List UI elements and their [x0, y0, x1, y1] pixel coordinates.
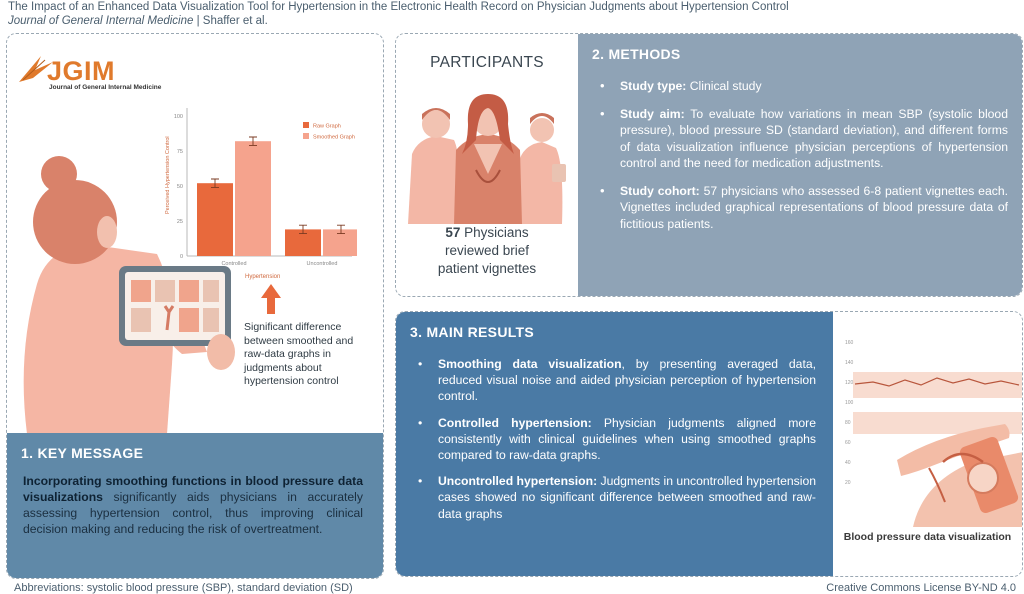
logo-subtitle: Journal of General Internal Medicine [49, 84, 162, 91]
bar-smoothed-controlled [235, 141, 271, 256]
results-title: 3. MAIN RESULTS [410, 324, 535, 340]
participants-count: 57 [445, 225, 461, 240]
results-item-label: Smoothing data visualization [438, 357, 622, 371]
legend-swatch-smoothed [303, 133, 309, 139]
methods-item [600, 78, 1008, 95]
participants-title: PARTICIPANTS [430, 54, 544, 71]
bp-y-tick-label: 60 [845, 440, 851, 446]
methods-item [600, 106, 1008, 172]
abbreviations: Abbreviations: systolic blood pressure (SBP), standard deviation (SD) [14, 582, 353, 594]
methods-item-text: 57 physicians who assessed 6-8 patient vignettes each. Vignettes included graphical representations of blood pressure data of fictitious patients. [620, 183, 1008, 231]
methods-item-label: Study type: [620, 79, 687, 93]
results-item [418, 473, 816, 522]
y-tick-label: 0 [179, 254, 183, 260]
participants-summary [396, 224, 578, 278]
x-tick-label: Controlled [221, 261, 247, 267]
methods-item-label: Study cohort: [620, 183, 700, 198]
key-message-lead: Incorporating smoothing functions in blood pressure data visualizations [23, 474, 363, 504]
license: Creative Commons License BY-ND 4.0 [826, 582, 1016, 594]
results-item [418, 415, 816, 464]
key-message-title: 1. KEY MESSAGE [21, 445, 144, 461]
results-list [418, 356, 816, 532]
bp-y-tick-label: 80 [845, 420, 851, 426]
methods-list [600, 78, 1008, 243]
results-item [418, 356, 816, 405]
authors: | Shaffer et al. [196, 15, 268, 27]
legend-label-smoothed: Smoothed Graph [313, 134, 355, 141]
infographic-title: The Impact of an Enhanced Data Visualization Tool for Hypertension in the Electronic Health Record on Physician Judgments about Hypertension Control [8, 1, 789, 13]
results-item-text: Judgments in uncontrolled hypertension cases showed no significant difference between smoothed and raw-data graphs [438, 474, 816, 521]
bp-y-tick-label: 40 [845, 460, 851, 466]
y-axis-label: Perceived Hypertension Control [165, 136, 171, 214]
legend-label-raw: Raw Graph [313, 123, 341, 130]
results-item-label: Uncontrolled hypertension: [438, 474, 598, 489]
bp-figure [833, 312, 1022, 576]
left-panel [6, 33, 384, 579]
bp-figure-caption: Blood pressure data visualization [843, 531, 1012, 543]
key-message-rest: significantly aids physicians in accurately assessing hypertension control, thus improving clinical decision making and reducing the risk of overtreatment. [23, 490, 363, 536]
x-axis-label: Hypertension [245, 274, 281, 280]
participants-methods-panel [395, 33, 1023, 297]
y-tick-label: 75 [176, 149, 183, 155]
participants-section [396, 34, 578, 296]
results-item-text: , by presenting averaged data, reduced visual noise and aided physician perception of hypertension control. [438, 357, 816, 404]
figure-note: Significant difference between smoothed and raw-data graphs in judgments about hypertension control [244, 321, 354, 387]
results-item-label: Controlled hypertension: [438, 415, 592, 430]
bp-y-tick-label: 20 [845, 480, 851, 486]
bp-y-tick-label: 120 [845, 380, 854, 386]
bp-measurement-illustration [833, 312, 1023, 527]
y-tick-label: 50 [176, 184, 183, 190]
results-item-text: Physician judgments aligned more consistently with clinical guidelines when using smoothed graphs compared to raw-data graphs. [438, 415, 816, 463]
methods-item-text: To evaluate how variations in mean SBP (systolic blood pressure), blood pressure SD (standard deviation), and different forms of data visualization influence physician perceptions of hypertension control and the need for medication adjustments. [620, 106, 1008, 170]
methods-item-label: Study aim: [620, 106, 685, 121]
results-box [396, 312, 833, 576]
results-panel [395, 311, 1023, 577]
key-message-text [23, 473, 363, 537]
y-tick-label: 100 [173, 114, 183, 120]
bp-y-tick-label: 160 [845, 340, 854, 346]
legend-swatch-raw [303, 122, 309, 128]
methods-title: 2. METHODS [592, 46, 681, 62]
y-tick-label: 25 [176, 219, 183, 225]
logo-name: JGIM [47, 56, 116, 86]
x-tick-label: Uncontrolled [306, 261, 338, 267]
journal-line [8, 15, 268, 27]
journal-name: Journal of General Internal Medicine [8, 15, 194, 27]
methods-item [600, 183, 1008, 233]
methods-box [578, 34, 1022, 296]
bp-y-tick-label: 140 [845, 360, 854, 366]
participants-desc-3: patient vignettes [437, 261, 537, 276]
chart-legend [303, 122, 355, 141]
bar-chart [157, 96, 357, 296]
bp-y-tick-label: 100 [845, 400, 854, 406]
methods-item-text: Clinical study [686, 79, 762, 93]
participants-desc-1: Physicians [460, 225, 529, 240]
key-message-box [7, 433, 383, 579]
bar-raw-controlled [197, 183, 233, 256]
physicians-group-icon [396, 84, 578, 224]
participants-desc-2: reviewed brief [444, 243, 530, 258]
